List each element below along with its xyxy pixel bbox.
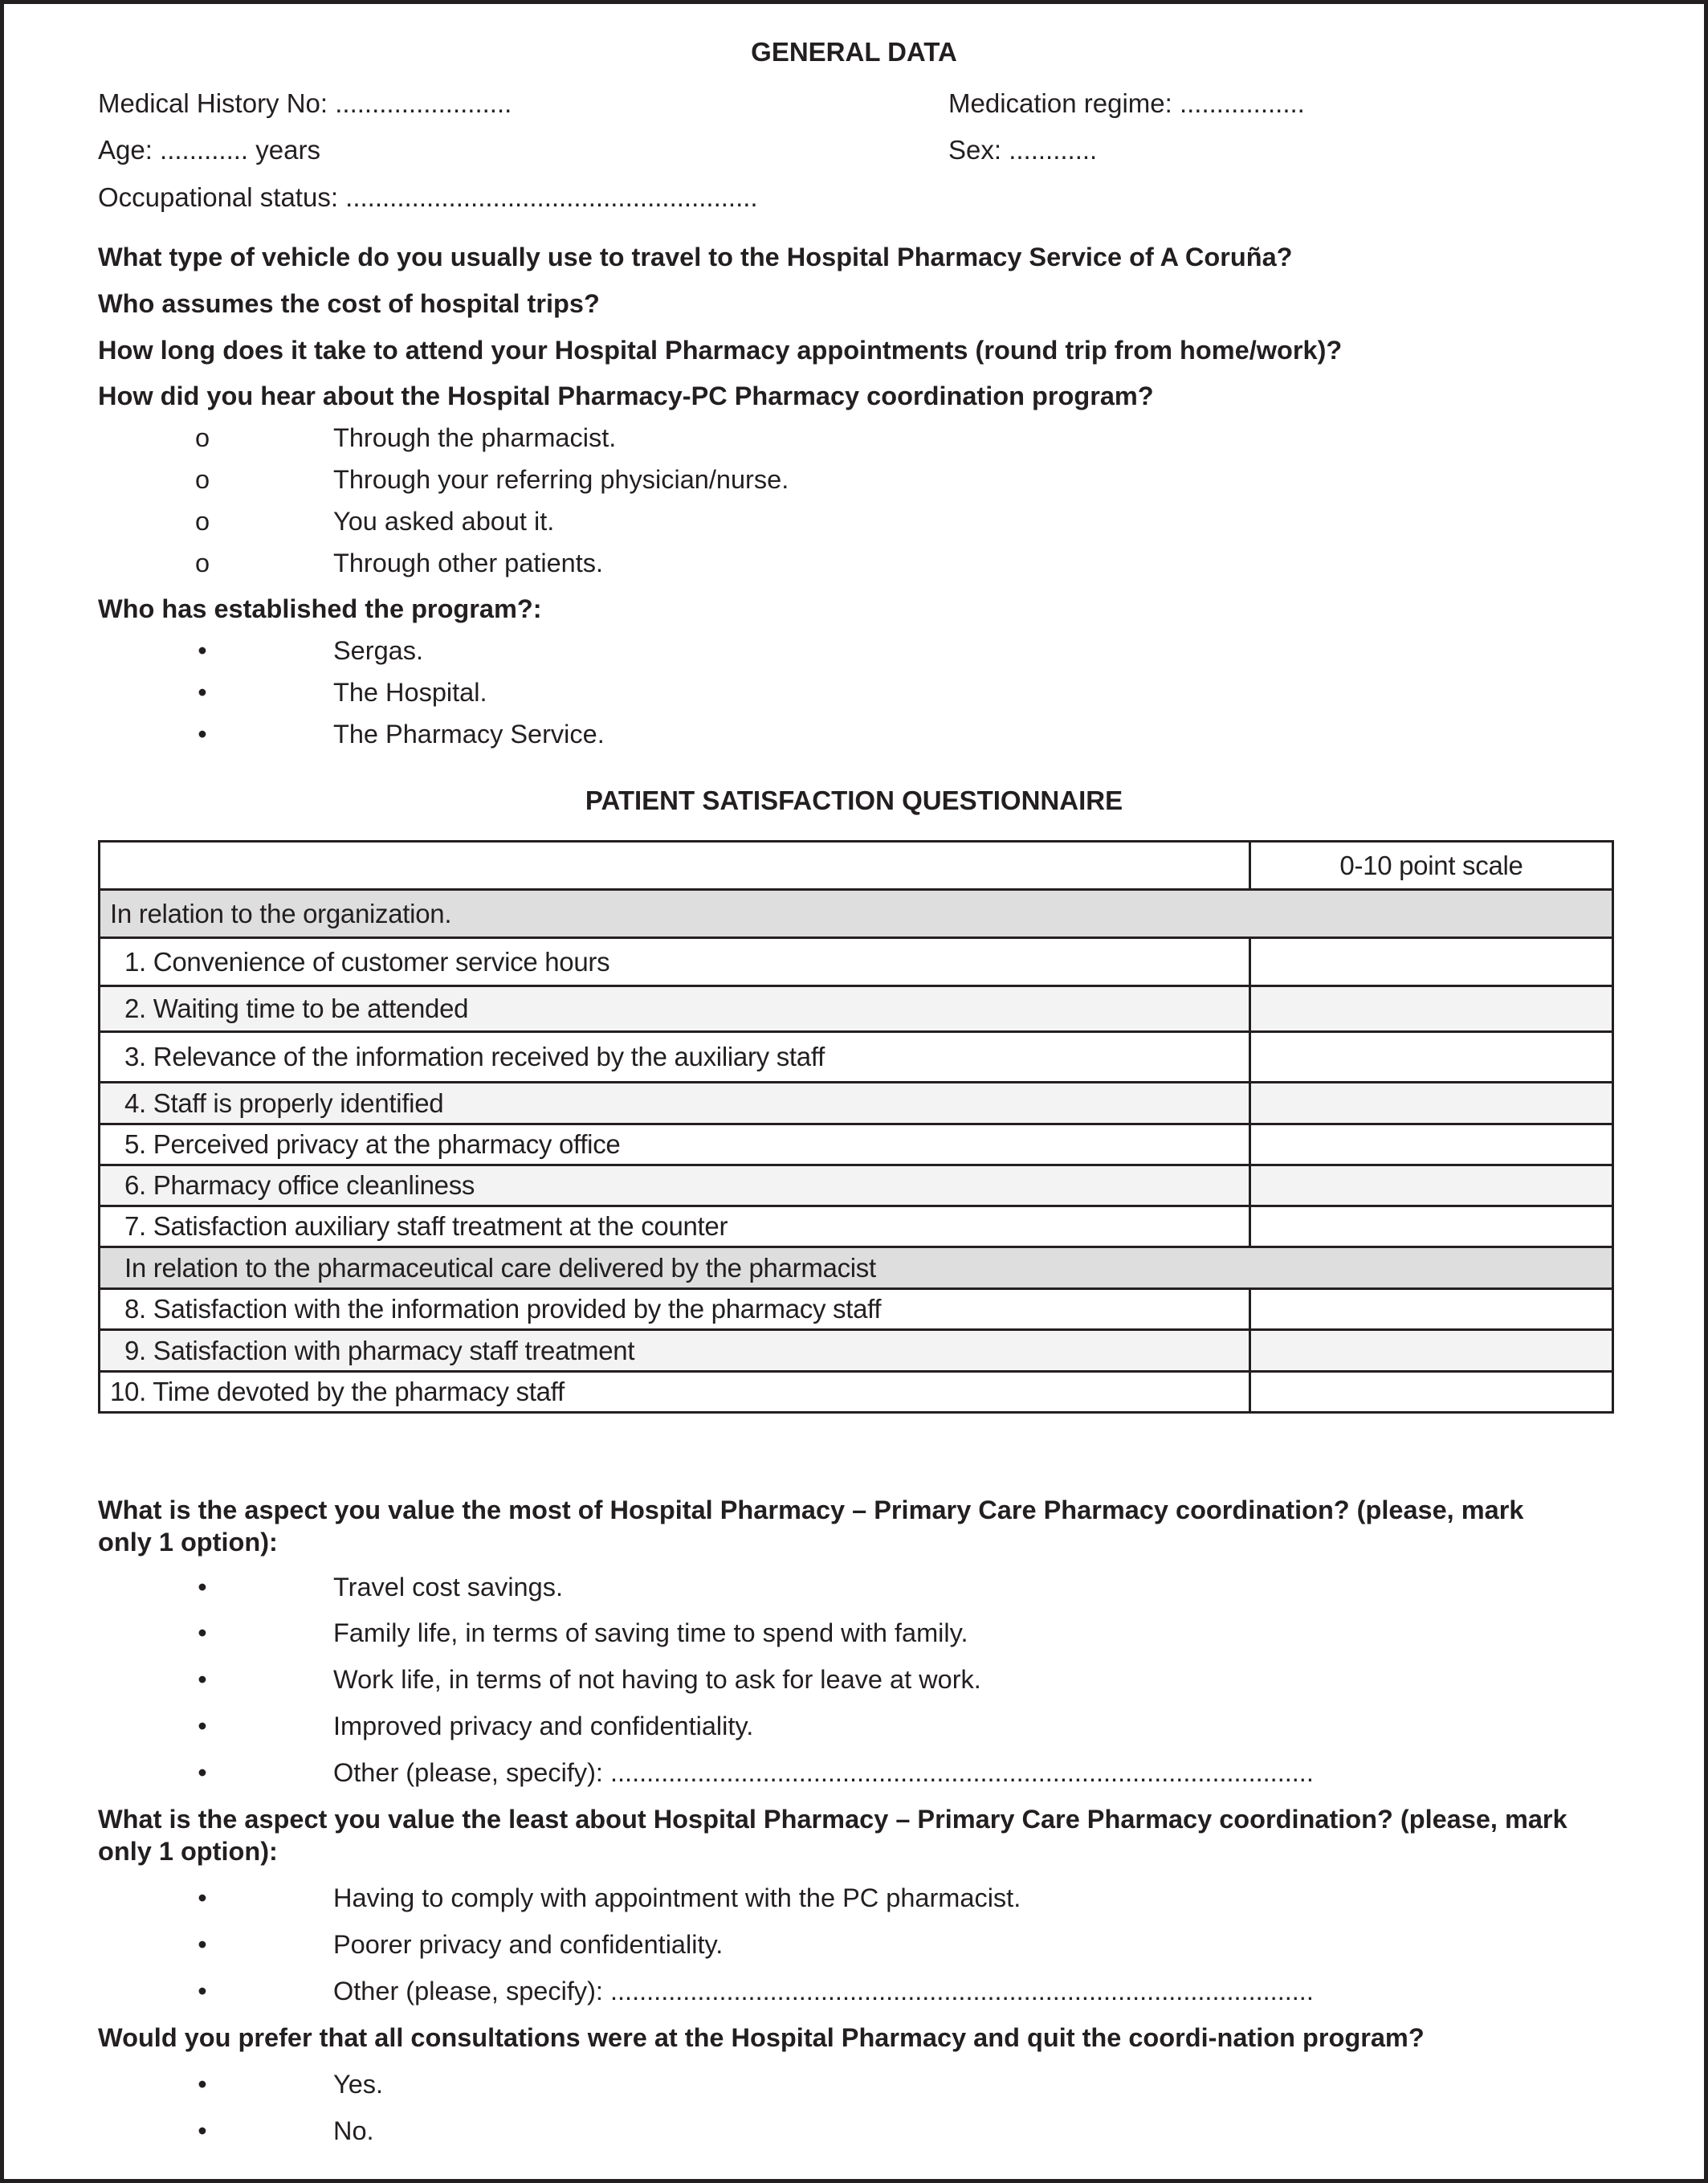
question-cost: Who assumes the cost of hospital trips? — [98, 289, 600, 318]
bullet-icon: • — [198, 1883, 207, 1912]
circle-bullet-icon: o — [194, 423, 210, 452]
table-row — [100, 1165, 1613, 1206]
item-label: 9. Satisfaction with pharmacy staff treatment — [100, 1330, 1250, 1372]
item-label: 7. Satisfaction auxiliary staff treatment at the counter — [100, 1206, 1250, 1247]
question-hear-about: How did you hear about the Hospital Pharmacy-PC Pharmacy coordination program? — [98, 382, 1154, 410]
question-vehicle: What type of vehicle do you usually use to travel to the Hospital Pharmacy Service of A Coruña? — [98, 243, 1293, 271]
question-value-least-cont: only 1 option): — [98, 1837, 278, 1866]
header-empty-cell — [100, 842, 1250, 890]
option-label: Through your referring physician/nurse. — [333, 465, 789, 494]
bullet-icon: • — [198, 1758, 207, 1787]
item-label: 3. Relevance of the information received by the auxiliary staff — [100, 1032, 1250, 1083]
item-label: 10. Time devoted by the pharmacy staff — [100, 1372, 1250, 1413]
section-row-pharmacist — [100, 1247, 1613, 1289]
age-field[interactable]: Age: ............ years — [98, 135, 320, 165]
bullet-icon: • — [198, 1977, 207, 2006]
question-value-most: What is the aspect you value the most of Hospital Pharmacy – Primary Care Pharmacy coordination? (please, mark — [98, 1495, 1524, 1524]
bullet-icon: • — [198, 1930, 207, 1959]
option-label: Sergas. — [333, 636, 424, 665]
bullet-icon: • — [198, 636, 207, 665]
score-input[interactable] — [1250, 1330, 1613, 1372]
score-input[interactable] — [1250, 1165, 1613, 1206]
option-label: You asked about it. — [333, 507, 555, 536]
item-label: 5. Perceived privacy at the pharmacy office — [100, 1124, 1250, 1165]
table-row — [100, 938, 1613, 986]
medication-regime-field[interactable]: Medication regime: ................. — [948, 88, 1305, 118]
question-value-most-cont: only 1 option): — [98, 1528, 278, 1557]
circle-bullet-icon: o — [194, 507, 210, 536]
circle-bullet-icon: o — [194, 549, 210, 577]
option-label: Work life, in terms of not having to ask for leave at work. — [333, 1665, 981, 1694]
general-data-title: GENERAL DATA — [751, 37, 957, 67]
bullet-icon: • — [198, 1573, 207, 1602]
bullet-icon: • — [198, 720, 207, 749]
scale-header: 0-10 point scale — [1250, 842, 1613, 890]
table-row — [100, 1124, 1613, 1165]
question-prefer: Would you prefer that all consultations were at the Hospital Pharmacy and quit the coordi-nation program? — [98, 2023, 1425, 2052]
section-row-organization — [100, 890, 1613, 938]
item-label: 8. Satisfaction with the information provided by the pharmacy staff — [100, 1289, 1250, 1330]
item-label: 4. Staff is properly identified — [100, 1083, 1250, 1124]
option-label: No. — [333, 2116, 374, 2145]
option-label: Other (please, specify): ................................................................................................. — [333, 1758, 1314, 1787]
bullet-icon: • — [198, 1618, 207, 1647]
table-row — [100, 1206, 1613, 1247]
option-label: Travel cost savings. — [333, 1573, 563, 1602]
bullet-icon: • — [198, 2070, 207, 2099]
table-row — [100, 1032, 1613, 1083]
score-input[interactable] — [1250, 1083, 1613, 1124]
item-label: 1. Convenience of customer service hours — [100, 938, 1250, 986]
medical-history-field[interactable]: Medical History No: ........................ — [98, 88, 512, 118]
questionnaire-title: PATIENT SATISFACTION QUESTIONNAIRE — [585, 785, 1123, 815]
table-row — [100, 1289, 1613, 1330]
option-label: Poorer privacy and confidentiality. — [333, 1930, 724, 1959]
table-row — [100, 986, 1613, 1032]
option-label: The Hospital. — [333, 678, 487, 707]
question-established: Who has established the program?: — [98, 594, 542, 623]
option-label: Other (please, specify): ................................................................................................. — [333, 1977, 1314, 2006]
table-row — [100, 1330, 1613, 1372]
option-label: The Pharmacy Service. — [333, 720, 605, 749]
item-label: 6. Pharmacy office cleanliness — [100, 1165, 1250, 1206]
score-input[interactable] — [1250, 1032, 1613, 1083]
question-time: How long does it take to attend your Hospital Pharmacy appointments (round trip from home/work)? — [98, 336, 1343, 365]
option-label: Improved privacy and confidentiality. — [333, 1712, 754, 1740]
option-label: Through other patients. — [333, 549, 604, 577]
option-label: Yes. — [333, 2070, 384, 2099]
satisfaction-table — [98, 840, 1614, 1414]
occupational-status-field[interactable]: Occupational status: ........................................................ — [98, 182, 758, 212]
score-input[interactable] — [1250, 1289, 1613, 1330]
score-input[interactable] — [1250, 1206, 1613, 1247]
score-input[interactable] — [1250, 938, 1613, 986]
score-input[interactable] — [1250, 986, 1613, 1032]
question-value-least: What is the aspect you value the least about Hospital Pharmacy – Primary Care Pharmacy coordination? (please, mark — [98, 1805, 1567, 1834]
bullet-icon: • — [198, 2116, 207, 2145]
option-label: Through the pharmacist. — [333, 423, 617, 452]
bullet-icon: • — [198, 678, 207, 707]
option-label: Family life, in terms of saving time to spend with family. — [333, 1618, 968, 1647]
option-label: Having to comply with appointment with the PC pharmacist. — [333, 1883, 1021, 1912]
section-label: In relation to the pharmaceutical care delivered by the pharmacist — [100, 1247, 1613, 1289]
table-row — [100, 1372, 1613, 1413]
sex-field[interactable]: Sex: ............ — [948, 135, 1098, 165]
table-row — [100, 1083, 1613, 1124]
bullet-icon: • — [198, 1712, 207, 1740]
table-header-row — [100, 842, 1613, 890]
score-input[interactable] — [1250, 1124, 1613, 1165]
section-label: In relation to the organization. — [100, 890, 1613, 938]
circle-bullet-icon: o — [194, 465, 210, 494]
item-label: 2. Waiting time to be attended — [100, 986, 1250, 1032]
score-input[interactable] — [1250, 1372, 1613, 1413]
bullet-icon: • — [198, 1665, 207, 1694]
